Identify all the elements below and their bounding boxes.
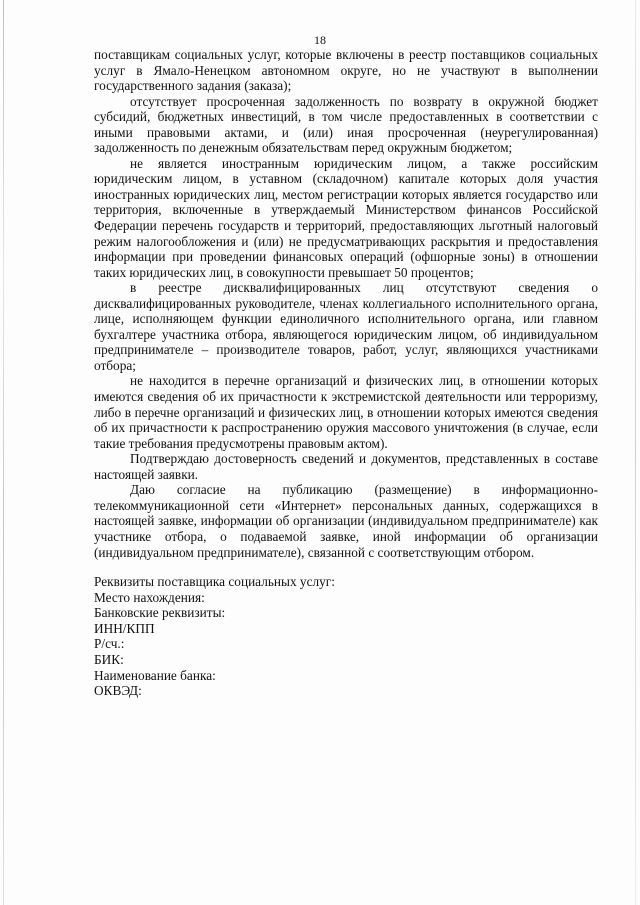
requisite-bank-details: Банковские реквизиты: [94,605,226,621]
paragraph-3: не является иностранным юридическим лицом, а также российским юридическим лицом, в уставном (складочном) капитале которых доля участия иностранных юридических лиц, местом регистрации которых является государство или территория, включенные в утверждаемый Министерством финансов Российской Федерации перечень государств и территорий, предоставляющих льготный налоговый режим налогообложения и (или) не предусматривающих раскрытия и предоставления информации при проведении финансовых операций (офшорные зоны) в отношении таких юридических лиц, в совокупности превышает 50 процентов; [94,155,598,280]
requisite-bik: БИК: [94,652,124,668]
requisite-inn-kpp: ИНН/КПП [94,620,155,636]
paragraph-6: Подтверждаю достоверность сведений и документов, представленных в составе настоящей заявки. [94,451,598,482]
paragraph-7: Даю согласие на публикацию (размещение) в информационно-телекоммуникационной сети «Интернет» персональных данных, содержащихся в настоящей заявке, информации об организации (индивидуальном предпринимателе) как участнике отбора, о подаваемой заявке, иной информации об организации (индивидуальном предпринимателе), связанной с соответствующим отбором. [94,482,598,560]
section-gap [94,560,598,574]
requisite-account: Р/сч.: [94,636,125,652]
page-number: 18 [314,33,326,47]
requisite-location: Место нахождения: [94,589,205,605]
paragraph-2: отсутствует просроченная задолженность по возврату в окружной бюджет субсидий, бюджетных инвестиций, в том числе предоставленных в соответствии с иными правовыми актами, и (или) иная просроченная (неурегулированная) задолженность по денежным обязательствам перед окружным бюджетом; [94,93,598,156]
paragraph-5: не находится в перечне организаций и физических лиц, в отношении которых имеются сведения об их причастности к экстремистской деятельности или терроризму, либо в перечне организаций и физических лиц, в отношении которых имеются сведения об их причастности к распространению оружия массового уничтожения (в случае, если такие требования предусмотрены правовым актом). [94,373,598,451]
paragraph-1: поставщикам социальных услуг, которые включены в реестр поставщиков социальных услуг в Ямало-Ненецком автономном округе, но не участвуют в выполнении государственного задания (заказа); [94,47,598,94]
requisites-heading: Реквизиты поставщика социальных услуг: [94,574,335,590]
requisites-block [94,574,598,699]
requisite-bank-name: Наименование банка: [94,667,216,683]
scan-right-edge [635,0,636,905]
paragraph-4: в реестре дисквалифицированных лиц отсутствуют сведения о дисквалифицированных руководителе, членах коллегиального исполнительного органа, лице, исполняющем функции единоличного исполнительного органа, или главном бухгалтере участника отбора, являющегося юридическим лицом, об индивидуальном предпринимателе – производителе товаров, работ, услуг, являющихся участниками отбора; [94,280,598,373]
requisite-okved: ОКВЭД: [94,683,142,699]
document-body [94,47,598,699]
scan-left-edge [3,0,4,905]
